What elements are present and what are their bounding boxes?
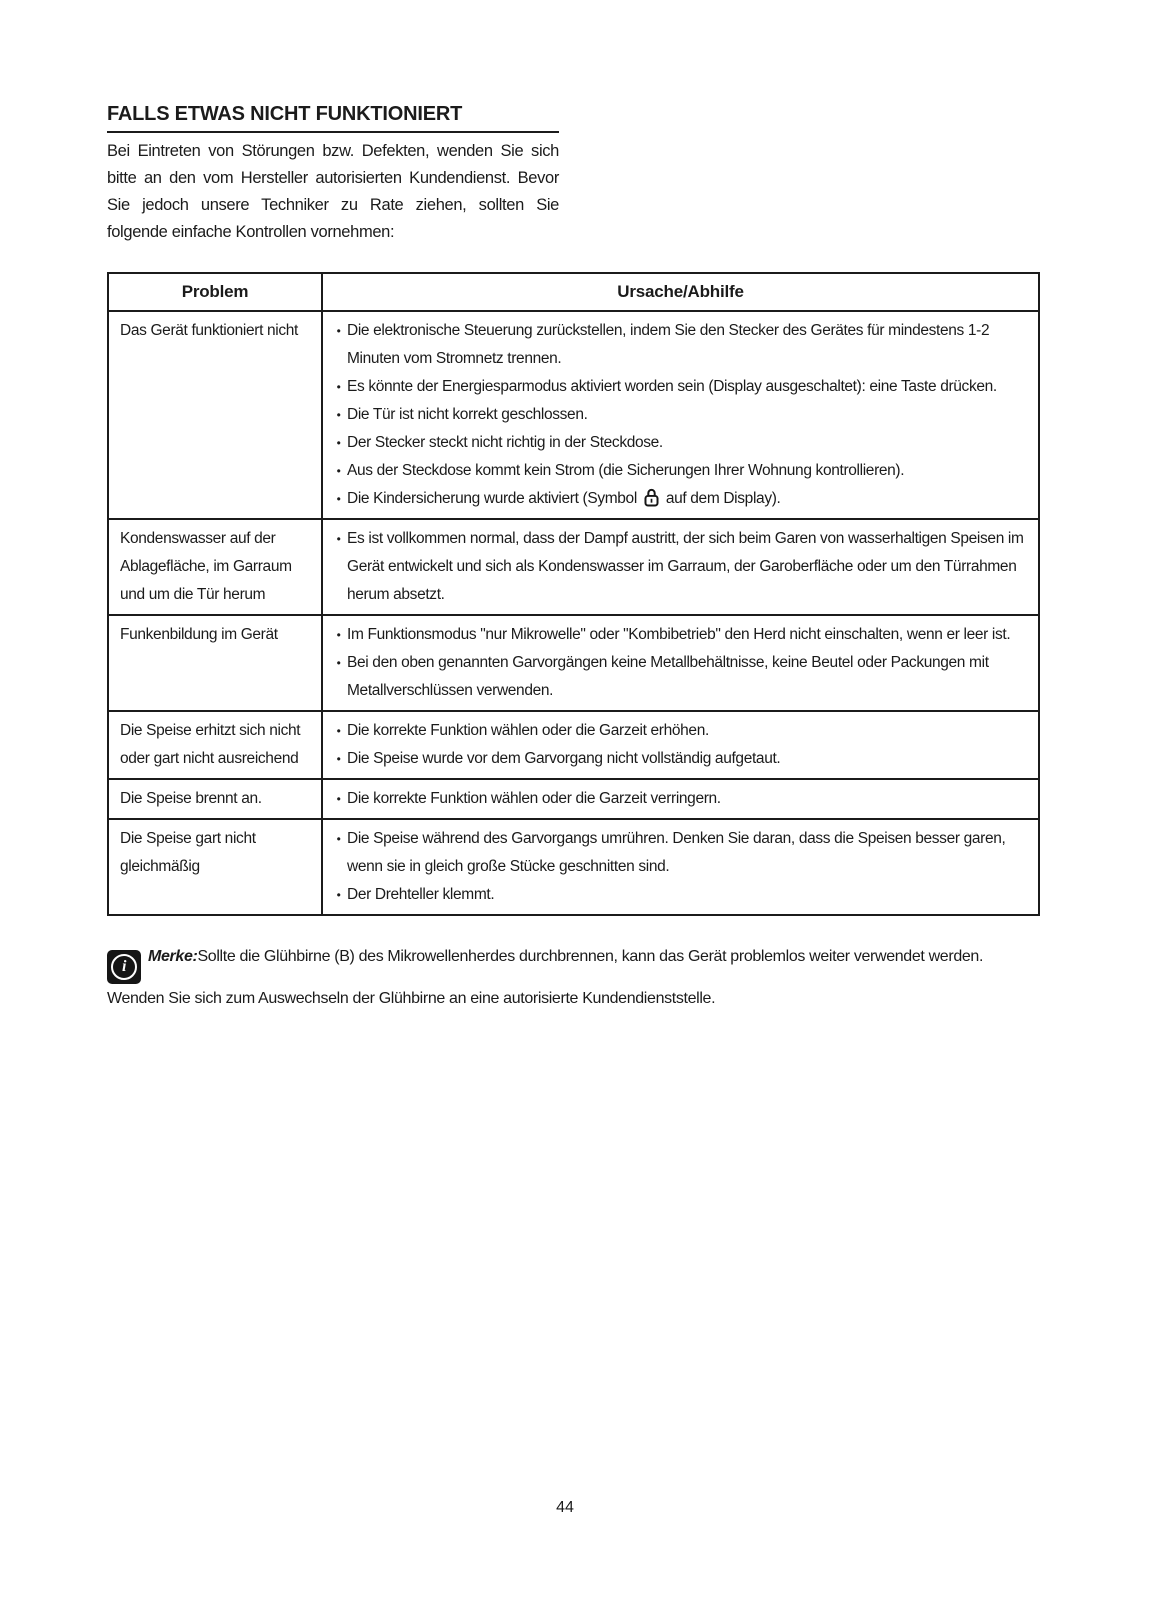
- note: [107, 942, 1040, 1013]
- problem-cell: Funkenbildung im Gerät: [108, 615, 322, 711]
- causes-cell: [322, 819, 1039, 915]
- bullet-text: Die korrekte Funktion wählen oder die Garzeit erhöhen.: [347, 722, 709, 739]
- bullet-text: Aus der Steckdose kommt kein Strom (die Sicherungen Ihrer Wohnung kontrollieren).: [347, 462, 905, 479]
- bullet-marker: •: [336, 436, 341, 450]
- table-header-row: [108, 273, 1039, 311]
- bullet-item: [330, 825, 1028, 881]
- causes-cell: [322, 615, 1039, 711]
- page-title: FALLS ETWAS NICHT FUNKTIONIERT: [107, 103, 559, 133]
- troubleshooting-table: [107, 272, 1040, 916]
- bullet-marker: •: [336, 628, 341, 642]
- bullet-text: Im Funktionsmodus "nur Mikrowelle" oder "Kombibetrieb" den Herd nicht einschalten, wenn er leer ist.: [347, 626, 1011, 643]
- info-icon-glyph: i: [111, 954, 137, 980]
- bullet-marker: •: [336, 408, 341, 422]
- bullet-text: Bei den oben genannten Garvorgängen keine Metallbehältnisse, keine Beutel oder Packungen mit Metallverschlüssen verwenden.: [347, 654, 989, 699]
- problem-cell: Die Speise gart nicht gleichmäßig: [108, 819, 322, 915]
- bullet-marker: •: [336, 380, 341, 394]
- bullet-text: Es könnte der Energiesparmodus aktiviert worden sein (Display ausgeschaltet): eine Taste drücken.: [347, 378, 997, 395]
- causes-cell: [322, 311, 1039, 519]
- table-row: [108, 819, 1039, 915]
- bullet-item: [330, 485, 1028, 513]
- bullet-item: [330, 717, 1028, 745]
- bullet-text: Die Kindersicherung wurde aktiviert (Symbol auf dem Display).: [347, 485, 1028, 513]
- column-header-causes: Ursache/Abhilfe: [322, 273, 1039, 311]
- bullet-text: Der Stecker steckt nicht richtig in der Steckdose.: [347, 434, 663, 451]
- bullet-marker: •: [336, 792, 341, 806]
- bullet-item: [330, 429, 1028, 457]
- page-number: 44: [556, 1499, 574, 1516]
- bullet-item: [330, 373, 1028, 401]
- bullet-item: [330, 649, 1028, 705]
- bullet-item: [330, 745, 1028, 773]
- bullet-text: Die Speise während des Garvorgangs umrühren. Denken Sie daran, dass die Speisen besser garen, wenn sie in gleich große Stücke geschnitten sind.: [347, 830, 1006, 875]
- bullet-marker: •: [336, 724, 341, 738]
- table-row: [108, 779, 1039, 819]
- bullet-item: [330, 317, 1028, 373]
- bullet-marker: •: [336, 532, 341, 546]
- problem-cell: Die Speise brennt an.: [108, 779, 322, 819]
- info-icon: [107, 950, 141, 984]
- bullet-marker: •: [336, 832, 341, 846]
- lock-icon: [643, 487, 660, 507]
- problem-cell: Kondenswasser auf der Ablagefläche, im Garraum und um die Tür herum: [108, 519, 322, 615]
- bullet-marker: •: [336, 752, 341, 766]
- bullet-item: [330, 401, 1028, 429]
- bullet-marker: •: [336, 324, 341, 338]
- bullet-text: Die Tür ist nicht korrekt geschlossen.: [347, 406, 588, 423]
- note-text: Sollte die Glühbirne (B) des Mikrowellenherdes durchbrennen, kann das Gerät problemlos weiter verwendet werden. Wenden Sie sich zum Auswechseln der Glühbirne an eine autorisierte Kundendienststelle.: [107, 948, 984, 1007]
- problem-cell: Die Speise erhitzt sich nicht oder gart nicht ausreichend: [108, 711, 322, 779]
- bullet-text: Es ist vollkommen normal, dass der Dampf austritt, der sich beim Garen von wasserhaltigen Speisen im Gerät entwickelt und sich als Kondenswasser im Garraum, der Garoberfläche oder um den Türrahmen herum absetzt.: [347, 530, 1024, 603]
- bullet-text: Die elektronische Steuerung zurückstellen, indem Sie den Stecker des Gerätes für mindestens 1-2 Minuten vom Stromnetz trennen.: [347, 322, 990, 367]
- bullet-item: [330, 525, 1028, 609]
- note-label: Merke:: [148, 948, 198, 965]
- bullet-item: [330, 881, 1028, 909]
- bullet-marker: •: [336, 464, 341, 478]
- causes-cell: [322, 711, 1039, 779]
- column-header-problem: Problem: [108, 273, 322, 311]
- table-row: [108, 615, 1039, 711]
- problem-cell: Das Gerät funktioniert nicht: [108, 311, 322, 519]
- bullet-item: [330, 457, 1028, 485]
- table-row: [108, 311, 1039, 519]
- bullet-item: [330, 621, 1028, 649]
- bullet-text: Der Drehteller klemmt.: [347, 886, 495, 903]
- table-row: [108, 711, 1039, 779]
- table-row: [108, 519, 1039, 615]
- causes-cell: [322, 779, 1039, 819]
- bullet-item: [330, 785, 1028, 813]
- causes-cell: [322, 519, 1039, 615]
- bullet-marker: •: [336, 492, 341, 506]
- bullet-text: Die Speise wurde vor dem Garvorgang nicht vollständig aufgetaut.: [347, 750, 781, 767]
- bullet-text: Die korrekte Funktion wählen oder die Garzeit verringern.: [347, 790, 721, 807]
- intro-paragraph: Bei Eintreten von Störungen bzw. Defekten, wenden Sie sich bitte an den vom Hersteller autorisierten Kundendienst. Bevor Sie jedoch unsere Techniker zu Rate ziehen, sollten Sie folgende einfache Kontrollen vornehmen:: [107, 142, 559, 241]
- page-content: [107, 103, 1040, 1013]
- bullet-marker: •: [336, 888, 341, 902]
- bullet-marker: •: [336, 656, 341, 670]
